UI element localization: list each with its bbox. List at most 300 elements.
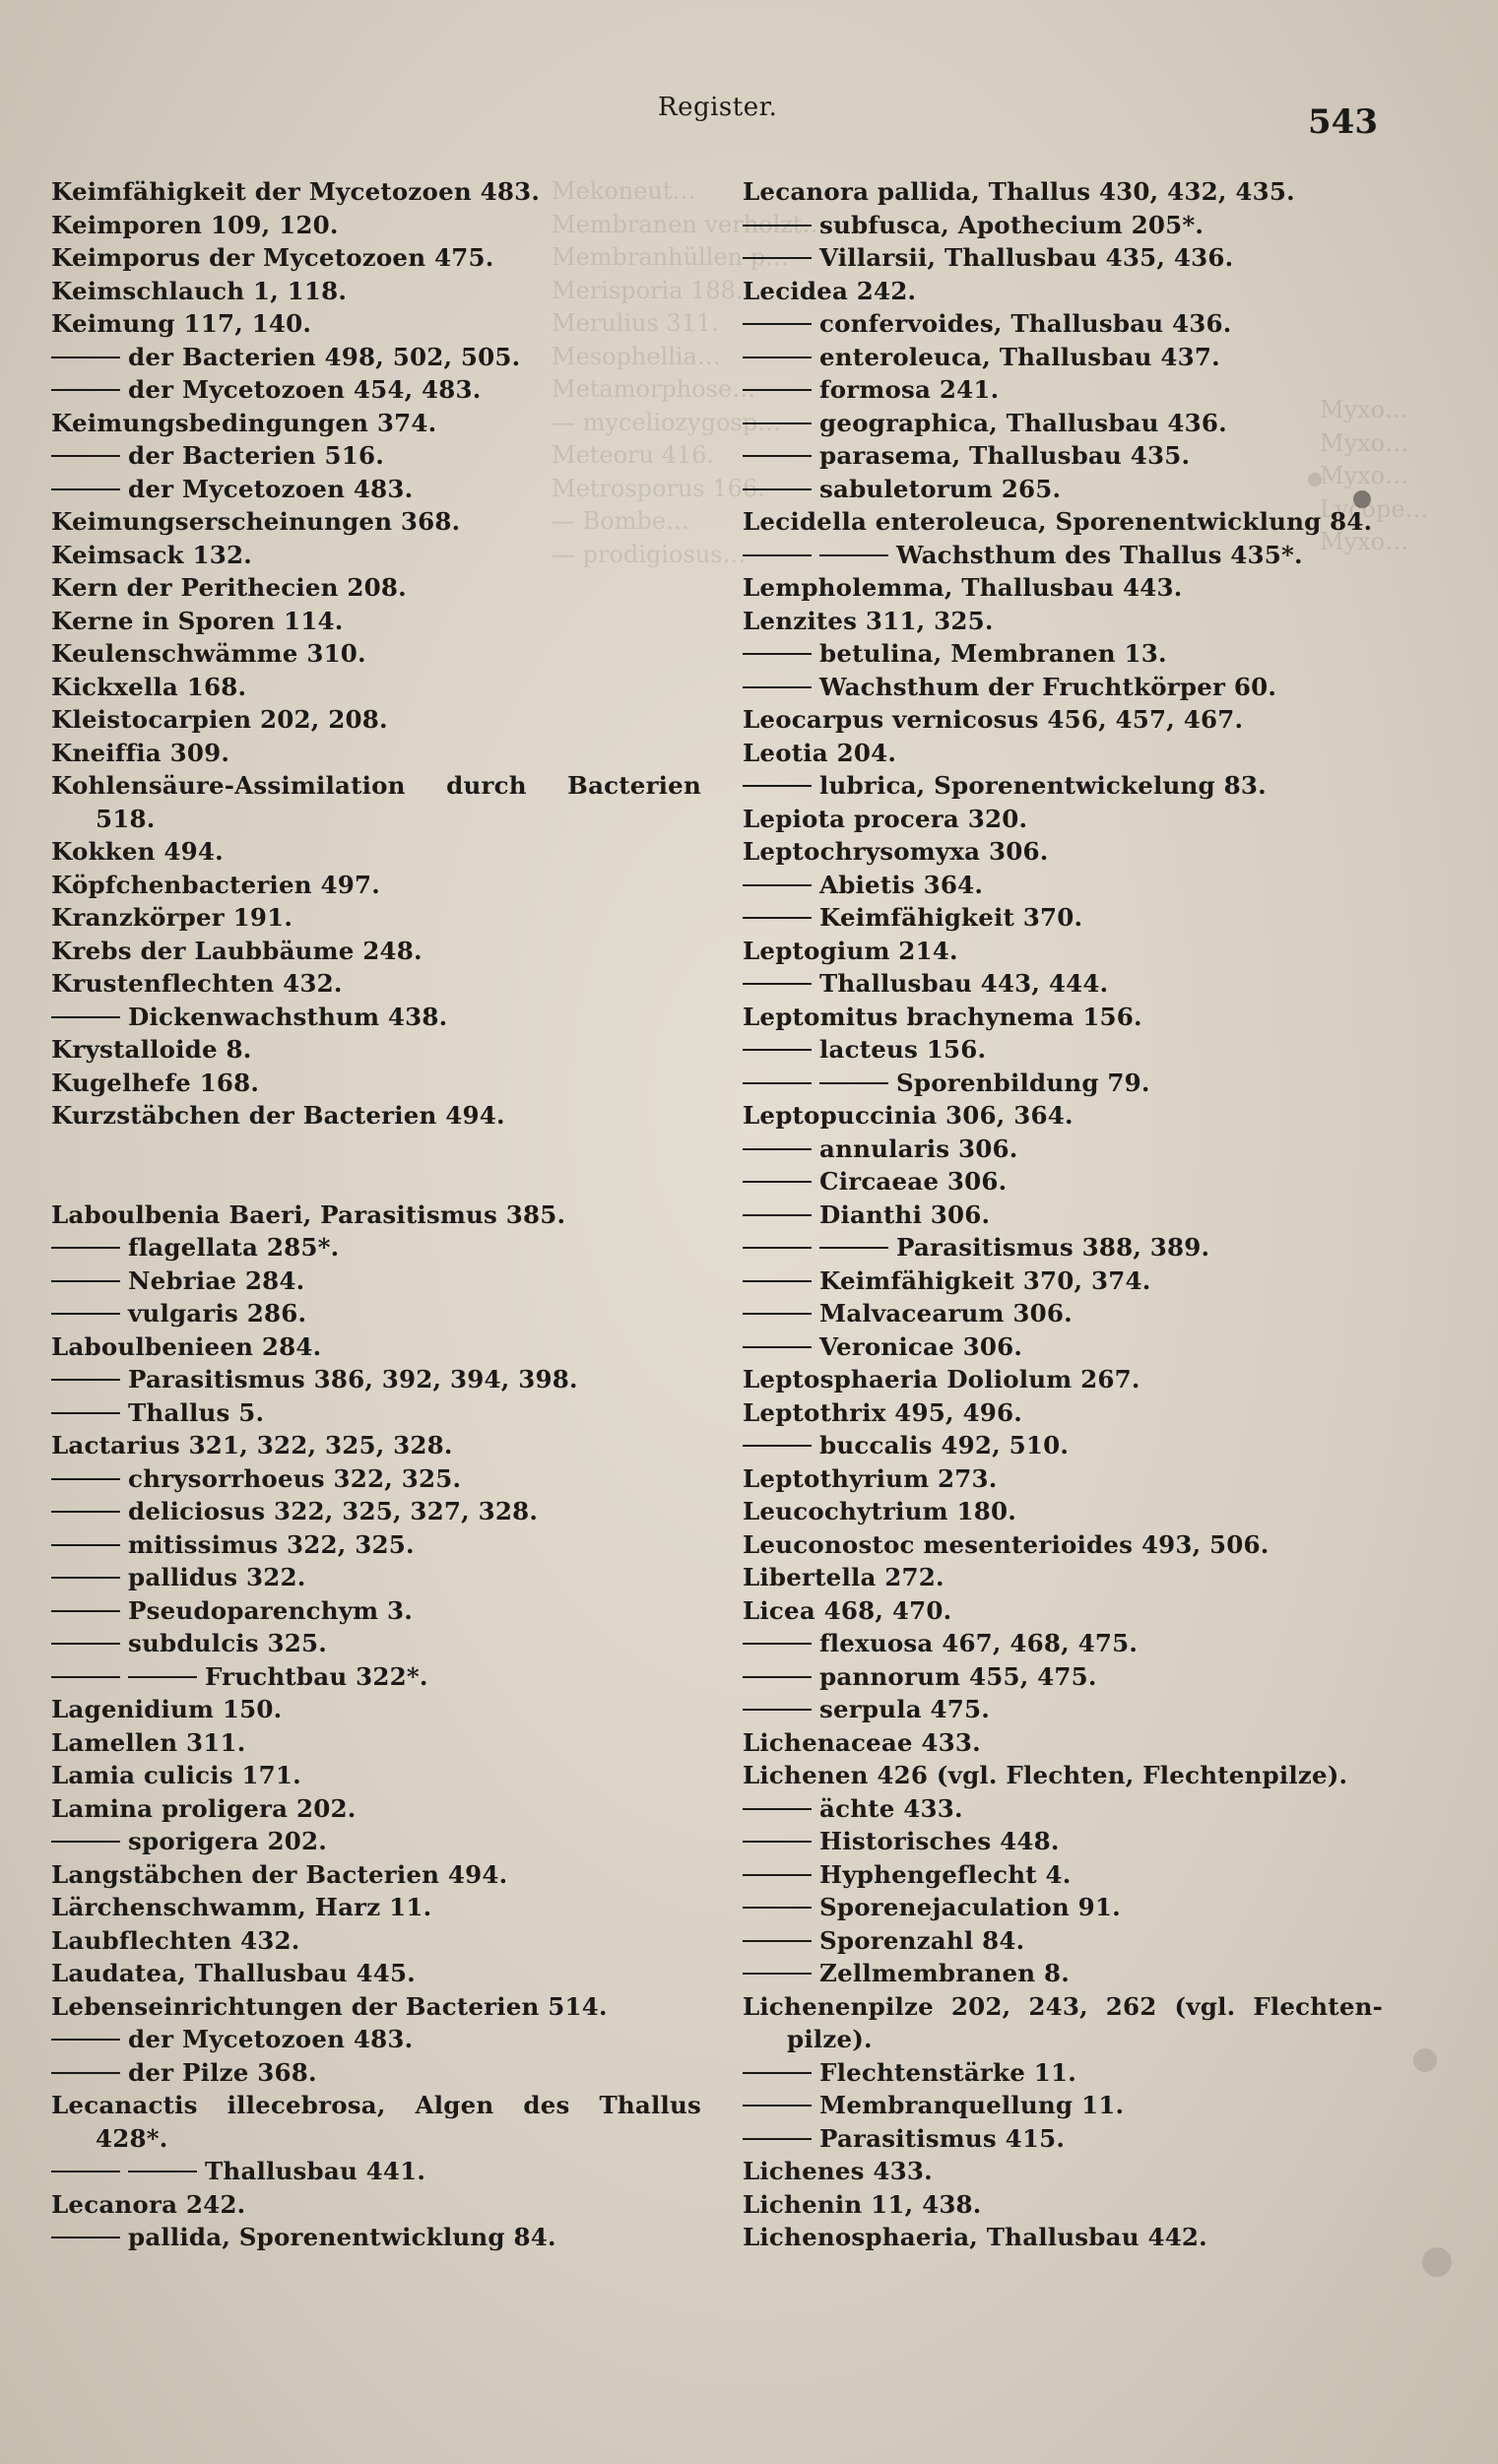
repeat-dash (743, 554, 812, 556)
entry-text: sabuletorum 265. (819, 474, 1062, 503)
repeat-dash (743, 1643, 812, 1645)
entry-text: Laudatea, Thallusbau 445. (51, 1959, 416, 1987)
index-subentry (51, 373, 701, 407)
entry-text: Membranquellung 11. (819, 2091, 1125, 2119)
show-through-2: Myxo… Myxo… Myxo… Lycope… Myxo… (1320, 396, 1429, 555)
repeat-dash (743, 2105, 812, 2107)
entry-text: pilze). (787, 2025, 873, 2053)
entry-text: Leptothrix 495, 496. (743, 1397, 1022, 1427)
entry-text: Lichenes 433. (743, 2157, 933, 2185)
repeat-dash (743, 1313, 812, 1315)
index-entry (743, 1363, 1383, 1396)
index-subentry (743, 407, 1383, 440)
repeat-dash (51, 357, 120, 358)
entry-text: formosa 241. (819, 375, 1000, 404)
repeat-dash (743, 1346, 812, 1348)
entry-text: Keimporen 109, 120. (51, 210, 339, 239)
index-subentry (743, 769, 1383, 803)
repeat-dash (51, 1643, 120, 1645)
entry-text: pannorum 455, 475. (819, 1661, 1097, 1691)
index-entry (51, 1792, 701, 1826)
entry-text: geographica, Thallusbau 436. (819, 408, 1227, 437)
entry-text: Lärchenschwamm, Harz 11. (51, 1893, 432, 1921)
index-entry (743, 1759, 1383, 1792)
index-entry (51, 1858, 701, 1892)
entry-text: Historisches 448. (819, 1827, 1060, 1855)
index-entry (743, 2155, 1383, 2188)
entry-text: Kickxella 168. (51, 672, 247, 701)
entry-text: Kerne in Sporen 114. (51, 606, 344, 635)
entry-text: Thallus 5. (128, 1397, 265, 1427)
repeat-dash (51, 2072, 120, 2074)
entry-text: Hyphengeflecht 4. (819, 1859, 1072, 1889)
section-gap (51, 1133, 701, 1166)
stain-spot (1413, 2048, 1437, 2072)
index-entry (743, 175, 1383, 209)
entry-text: pallida, Sporenentwicklung 84. (128, 2223, 556, 2251)
stain-spot (1422, 2247, 1452, 2277)
repeat-dash (743, 422, 812, 424)
index-entry-continuation (51, 2122, 701, 2156)
index-entry (51, 209, 701, 242)
index-subentry (51, 2155, 701, 2188)
repeat-dash (743, 1808, 812, 1810)
entry-text: Lamia culicis 171. (51, 1761, 301, 1789)
running-title: Register. (658, 93, 778, 122)
index-subentry (51, 1660, 701, 1694)
repeat-dash (128, 1676, 197, 1678)
index-entry (51, 1330, 701, 1364)
entry-text: Keimungsbedingungen 374. (51, 408, 437, 437)
entry-text: Leptochrysomyxa 306. (743, 837, 1049, 866)
index-subentry (51, 1495, 701, 1528)
entry-text: buccalis 492, 510. (819, 1431, 1070, 1459)
entry-text: 428*. (96, 2123, 168, 2153)
repeat-dash (51, 1577, 120, 1579)
index-entry-continuation (51, 803, 701, 836)
index-subentry (743, 1891, 1383, 1924)
entry-text: Thallusbau 443, 444. (819, 969, 1109, 998)
page-header (0, 93, 1498, 142)
repeat-dash (743, 917, 812, 919)
entry-text: Krebs der Laubbäume 248. (51, 936, 423, 965)
repeat-dash (743, 357, 812, 358)
entry-text: Abietis 364. (819, 870, 984, 899)
index-entry (51, 769, 701, 803)
index-subentry (51, 2023, 701, 2056)
index-subentry (51, 2221, 701, 2254)
index-subentry (743, 241, 1383, 275)
entry-text: Lecanora pallida, Thallus 430, 432, 435. (743, 177, 1295, 206)
entry-text: Kneiffia 309. (51, 738, 230, 767)
index-subentry (51, 1231, 701, 1264)
index-subentry (51, 1594, 701, 1628)
repeat-dash (51, 1379, 120, 1381)
entry-text: Kern der Perithecien 208. (51, 573, 407, 602)
index-subentry (51, 1396, 701, 1430)
repeat-dash (743, 257, 812, 259)
entry-text: Kokken 494. (51, 837, 224, 866)
entry-text: Lenzites 311, 325. (743, 606, 994, 635)
entry-text: Keimschlauch 1, 118. (51, 276, 348, 305)
entry-text: lacteus 156. (819, 1035, 987, 1064)
repeat-dash (743, 1214, 812, 1216)
show-through: Mekoneut… Membranen verholzt… Membranhüllen p… Merisporia 188. Merulius 311. Mesophellia… Metamorphose… — myceliozygosp… Meteoru 416. Metrosporus 166. — Bombe… — prodigiosus… (552, 177, 826, 568)
entry-text: Lamellen 311. (51, 1727, 246, 1757)
entry-text: Wachsthum des Thallus 435*. (896, 540, 1303, 569)
entry-text: Circaeae 306. (819, 1167, 1008, 1196)
index-subentry (743, 1330, 1383, 1364)
entry-text: der Bacterien 498, 502, 505. (128, 342, 521, 371)
index-entry (51, 1033, 701, 1067)
index-entry (743, 2188, 1383, 2222)
index-entry (743, 571, 1383, 605)
index-entry (743, 1528, 1383, 1562)
entry-text: vulgaris 286. (128, 1299, 307, 1328)
repeat-dash (743, 455, 812, 457)
entry-text: Keimfähigkeit 370. (819, 903, 1083, 932)
entry-text: der Mycetozoen 454, 483. (128, 375, 482, 404)
index-subentry (743, 1792, 1383, 1826)
index-entry (743, 1726, 1383, 1760)
entry-text: mitissimus 322, 325. (128, 1529, 415, 1559)
index-entry (743, 1561, 1383, 1594)
entry-text: subfusca, Apothecium 205*. (819, 210, 1205, 239)
index-subentry (51, 1528, 701, 1562)
index-subentry (743, 373, 1383, 407)
index-entry (51, 307, 701, 341)
entry-text: Laboulbenia Baeri, Parasitismus 385. (51, 1200, 566, 1229)
index-subentry (743, 901, 1383, 935)
index-entry (51, 1924, 701, 1958)
index-entry (51, 505, 701, 539)
index-entry (51, 407, 701, 440)
entry-text: Leptogium 214. (743, 936, 958, 965)
index-entry (51, 967, 701, 1001)
entry-text: Sporenbildung 79. (896, 1068, 1150, 1097)
index-entry (51, 241, 701, 275)
entry-text: Leptomitus brachynema 156. (743, 1002, 1142, 1031)
index-entry (51, 737, 701, 770)
entry-text: Leotia 204. (743, 738, 897, 767)
entry-text: Sporenejaculation 91. (819, 1893, 1121, 1921)
index-subentry (743, 671, 1383, 704)
index-subentry (51, 1363, 701, 1396)
index-entry (51, 1429, 701, 1462)
index-column-right (743, 175, 1383, 2254)
index-subentry (51, 341, 701, 374)
index-subentry (743, 1297, 1383, 1330)
entry-text: Nebriae 284. (128, 1265, 305, 1295)
index-subentry (743, 341, 1383, 374)
entry-text: Leptothyrium 273. (743, 1463, 998, 1493)
index-subentry (743, 439, 1383, 473)
repeat-dash (51, 455, 120, 457)
entry-text: Köpfchenbacterien 497. (51, 870, 380, 899)
index-subentry (743, 1199, 1383, 1232)
section-gap (51, 1165, 701, 1199)
index-subentry (743, 1858, 1383, 1892)
entry-text: subdulcis 325. (128, 1629, 328, 1657)
index-entry (51, 1990, 701, 2024)
entry-text: Dickenwachsthum 438. (128, 1002, 448, 1031)
entry-text: Parasitismus 388, 389. (896, 1233, 1210, 1262)
entry-text: Lagenidium 150. (51, 1695, 283, 1723)
entry-text: Wachsthum der Fruchtkörper 60. (819, 672, 1277, 701)
entry-text: Parasitismus 386, 392, 394, 398. (128, 1365, 578, 1394)
index-subentry (51, 439, 701, 473)
index-entry-continuation (743, 2023, 1383, 2056)
index-subentry (51, 1825, 701, 1858)
repeat-dash (819, 1247, 888, 1249)
entry-text: Lepiota procera 320. (743, 804, 1028, 833)
repeat-dash (51, 1247, 120, 1249)
entry-text: enteroleuca, Thallusbau 437. (819, 342, 1220, 371)
index-entry (743, 1462, 1383, 1496)
entry-text: Licea 468, 470. (743, 1595, 952, 1625)
index-column-left (51, 175, 701, 2254)
repeat-dash (743, 1940, 812, 1942)
index-entry (51, 1726, 701, 1760)
index-entry (51, 637, 701, 671)
entry-text: confervoides, Thallusbau 436. (819, 309, 1232, 338)
entry-text: Leucochytrium 180. (743, 1497, 1016, 1525)
repeat-dash (51, 1313, 120, 1315)
index-entry (51, 2089, 701, 2122)
repeat-dash (51, 1511, 120, 1513)
entry-text: Thallusbau 441. (205, 2157, 426, 2185)
entry-text: Flechtenstärke 11. (819, 2057, 1076, 2087)
entry-text: Lamina proligera 202. (51, 1793, 357, 1823)
entry-text: Parasitismus 415. (819, 2123, 1066, 2153)
repeat-dash (743, 1148, 812, 1150)
entry-text: Lichenaceae 433. (743, 1727, 981, 1757)
repeat-dash (51, 1280, 120, 1282)
repeat-dash (51, 1478, 120, 1480)
entry-text: Kleistocarpien 202, 208. (51, 705, 388, 734)
entry-text: Sporenzahl 84. (819, 1925, 1025, 1955)
repeat-dash (743, 1676, 812, 1678)
repeat-dash (743, 1973, 812, 1975)
index-entry (743, 1594, 1383, 1628)
index-entry (743, 275, 1383, 308)
entry-text: Krystalloide 8. (51, 1035, 252, 1064)
index-entry (743, 505, 1383, 539)
repeat-dash (51, 1841, 120, 1843)
repeat-dash (51, 488, 120, 490)
page-number: 543 (1308, 102, 1378, 142)
repeat-dash (743, 1907, 812, 1909)
entry-text: Keimfähigkeit 370, 374. (819, 1265, 1151, 1295)
repeat-dash (743, 1841, 812, 1843)
entry-text: chrysorrhoeus 322, 325. (128, 1463, 462, 1493)
index-subentry (743, 1825, 1383, 1858)
index-subentry (51, 1627, 701, 1660)
entry-text: betulina, Membranen 13. (819, 639, 1167, 668)
index-entry (51, 1759, 701, 1792)
index-subentry (743, 1133, 1383, 1166)
index-subentry (743, 1957, 1383, 1990)
index-subentry (51, 1001, 701, 1034)
entry-text: der Mycetozoen 483. (128, 2025, 414, 2053)
index-subentry (743, 473, 1383, 506)
entry-text: Laubflechten 432. (51, 1925, 300, 1955)
entry-text: Kugelhefe 168. (51, 1068, 260, 1097)
entry-text: Keulenschwämme 310. (51, 639, 366, 668)
entry-text: Lebenseinrichtungen der Bacterien 514. (51, 1991, 608, 2021)
entry-text: Lactarius 321, 322, 325, 328. (51, 1431, 453, 1459)
entry-text: lubrica, Sporenentwickelung 83. (819, 771, 1267, 800)
repeat-dash (743, 2072, 812, 2074)
entry-text: Lecidella enteroleuca, Sporenentwicklung 84. (743, 507, 1373, 536)
repeat-dash (51, 1544, 120, 1546)
repeat-dash (51, 2171, 120, 2172)
index-entry (51, 1067, 701, 1100)
index-subentry (51, 1297, 701, 1330)
entry-text: der Bacterien 516. (128, 441, 384, 470)
index-subentry (51, 1462, 701, 1496)
index-entry (51, 2188, 701, 2222)
index-subentry (743, 1231, 1383, 1264)
entry-text: Keimsack 132. (51, 540, 252, 569)
repeat-dash (51, 2237, 120, 2238)
repeat-dash (743, 225, 812, 227)
index-subentry (743, 1067, 1383, 1100)
index-subentry (743, 869, 1383, 902)
entry-text: Lempholemma, Thallusbau 443. (743, 573, 1183, 602)
index-subentry (743, 1693, 1383, 1726)
index-entry (51, 1891, 701, 1924)
entry-text: Leptosphaeria Doliolum 267. (743, 1365, 1140, 1394)
index-entry (51, 1693, 701, 1726)
entry-text: Kurzstäbchen der Bacterien 494. (51, 1101, 505, 1130)
repeat-dash (51, 389, 120, 391)
entry-text: Libertella 272. (743, 1563, 944, 1591)
repeat-dash (51, 1676, 120, 1678)
index-subentry (743, 539, 1383, 572)
index-entry (743, 1990, 1383, 2024)
repeat-dash (743, 1874, 812, 1876)
index-subentry (51, 2056, 701, 2090)
entry-text: flexuosa 467, 468, 475. (819, 1629, 1139, 1657)
entry-text: Lecanactis illecebrosa, Algen des Thallus (51, 2091, 701, 2119)
repeat-dash (743, 1049, 812, 1051)
index-subentry (743, 307, 1383, 341)
index-entry (51, 1099, 701, 1133)
entry-text: Zellmembranen 8. (819, 1959, 1070, 1987)
repeat-dash (743, 2138, 812, 2140)
index-entry (51, 1199, 701, 1232)
repeat-dash (743, 323, 812, 325)
entry-text: Leuconostoc mesenterioides 493, 506. (743, 1529, 1270, 1559)
index-entry (743, 1099, 1383, 1133)
entry-text: Leocarpus vernicosus 456, 457, 467. (743, 705, 1244, 734)
repeat-dash (743, 1709, 812, 1711)
index-subentry (743, 2089, 1383, 2122)
index-entry (743, 1495, 1383, 1528)
index-entry (51, 703, 701, 737)
entry-text: Keimungserscheinungen 368. (51, 507, 461, 536)
entry-text: ächte 433. (819, 1793, 963, 1823)
entry-text: Langstäbchen der Bacterien 494. (51, 1859, 508, 1889)
index-entry (51, 275, 701, 308)
entry-text: Keimporus der Mycetozoen 475. (51, 243, 494, 272)
entry-text: der Pilze 368. (128, 2057, 317, 2087)
repeat-dash (128, 2171, 197, 2172)
index-subentry (743, 2122, 1383, 2156)
index-subentry (743, 1660, 1383, 1694)
entry-text: Lichenen 426 (vgl. Flechten, Flechtenpilze). (743, 1761, 1348, 1789)
entry-text: Lecidea 242. (743, 276, 917, 305)
repeat-dash (51, 2039, 120, 2041)
repeat-dash (743, 884, 812, 886)
index-subentry (743, 1924, 1383, 1958)
index-entry (51, 175, 701, 209)
index-entry (51, 1957, 701, 1990)
index-entry (51, 935, 701, 968)
index-entry (743, 2221, 1383, 2254)
entry-text: Keimfähigkeit der Mycetozoen 483. (51, 177, 541, 206)
index-entry (51, 605, 701, 638)
repeat-dash (743, 389, 812, 391)
entry-text: Lichenenpilze 202, 243, 262 (vgl. Flechten- (743, 1991, 1383, 2021)
index-entry (51, 539, 701, 572)
index-entry (743, 803, 1383, 836)
index-subentry (743, 1264, 1383, 1298)
entry-text: sporigera 202. (128, 1827, 327, 1855)
entry-text: der Mycetozoen 483. (128, 474, 414, 503)
index-subentry (743, 1429, 1383, 1462)
repeat-dash (743, 1445, 812, 1447)
index-subentry (743, 637, 1383, 671)
repeat-dash (743, 488, 812, 490)
repeat-dash (743, 785, 812, 787)
index-subentry (743, 1033, 1383, 1067)
index-subentry (51, 473, 701, 506)
entry-text: Villarsii, Thallusbau 435, 436. (819, 243, 1234, 272)
repeat-dash (743, 983, 812, 985)
entry-text: flagellata 285*. (128, 1233, 340, 1262)
repeat-dash (819, 554, 888, 556)
entry-text: Veronicae 306. (819, 1331, 1023, 1361)
repeat-dash (51, 1610, 120, 1612)
index-subentry (743, 1165, 1383, 1199)
repeat-dash (743, 653, 812, 655)
entry-text: Keimung 117, 140. (51, 309, 312, 338)
index-entry (743, 1001, 1383, 1034)
index-entry (743, 835, 1383, 869)
entry-text: serpula 475. (819, 1695, 991, 1723)
index-subentry (51, 1561, 701, 1594)
index-entry (51, 671, 701, 704)
entry-text: Fruchtbau 322*. (205, 1661, 428, 1691)
index-entry (743, 703, 1383, 737)
index-entry (51, 901, 701, 935)
entry-text: pallidus 322. (128, 1563, 306, 1591)
entry-text: 518. (96, 804, 156, 833)
index-entry (51, 869, 701, 902)
entry-text: deliciosus 322, 325, 327, 328. (128, 1497, 539, 1525)
index-subentry (743, 2056, 1383, 2090)
entry-text: Lichenosphaeria, Thallusbau 442. (743, 2223, 1207, 2251)
entry-text: Kohlensäure-Assimilation durch Bacterien (51, 771, 701, 800)
entry-text: parasema, Thallusbau 435. (819, 441, 1191, 470)
repeat-dash (51, 1412, 120, 1414)
index-entry (743, 605, 1383, 638)
index-subentry (743, 1627, 1383, 1660)
index-entry (743, 737, 1383, 770)
index-entry (51, 571, 701, 605)
